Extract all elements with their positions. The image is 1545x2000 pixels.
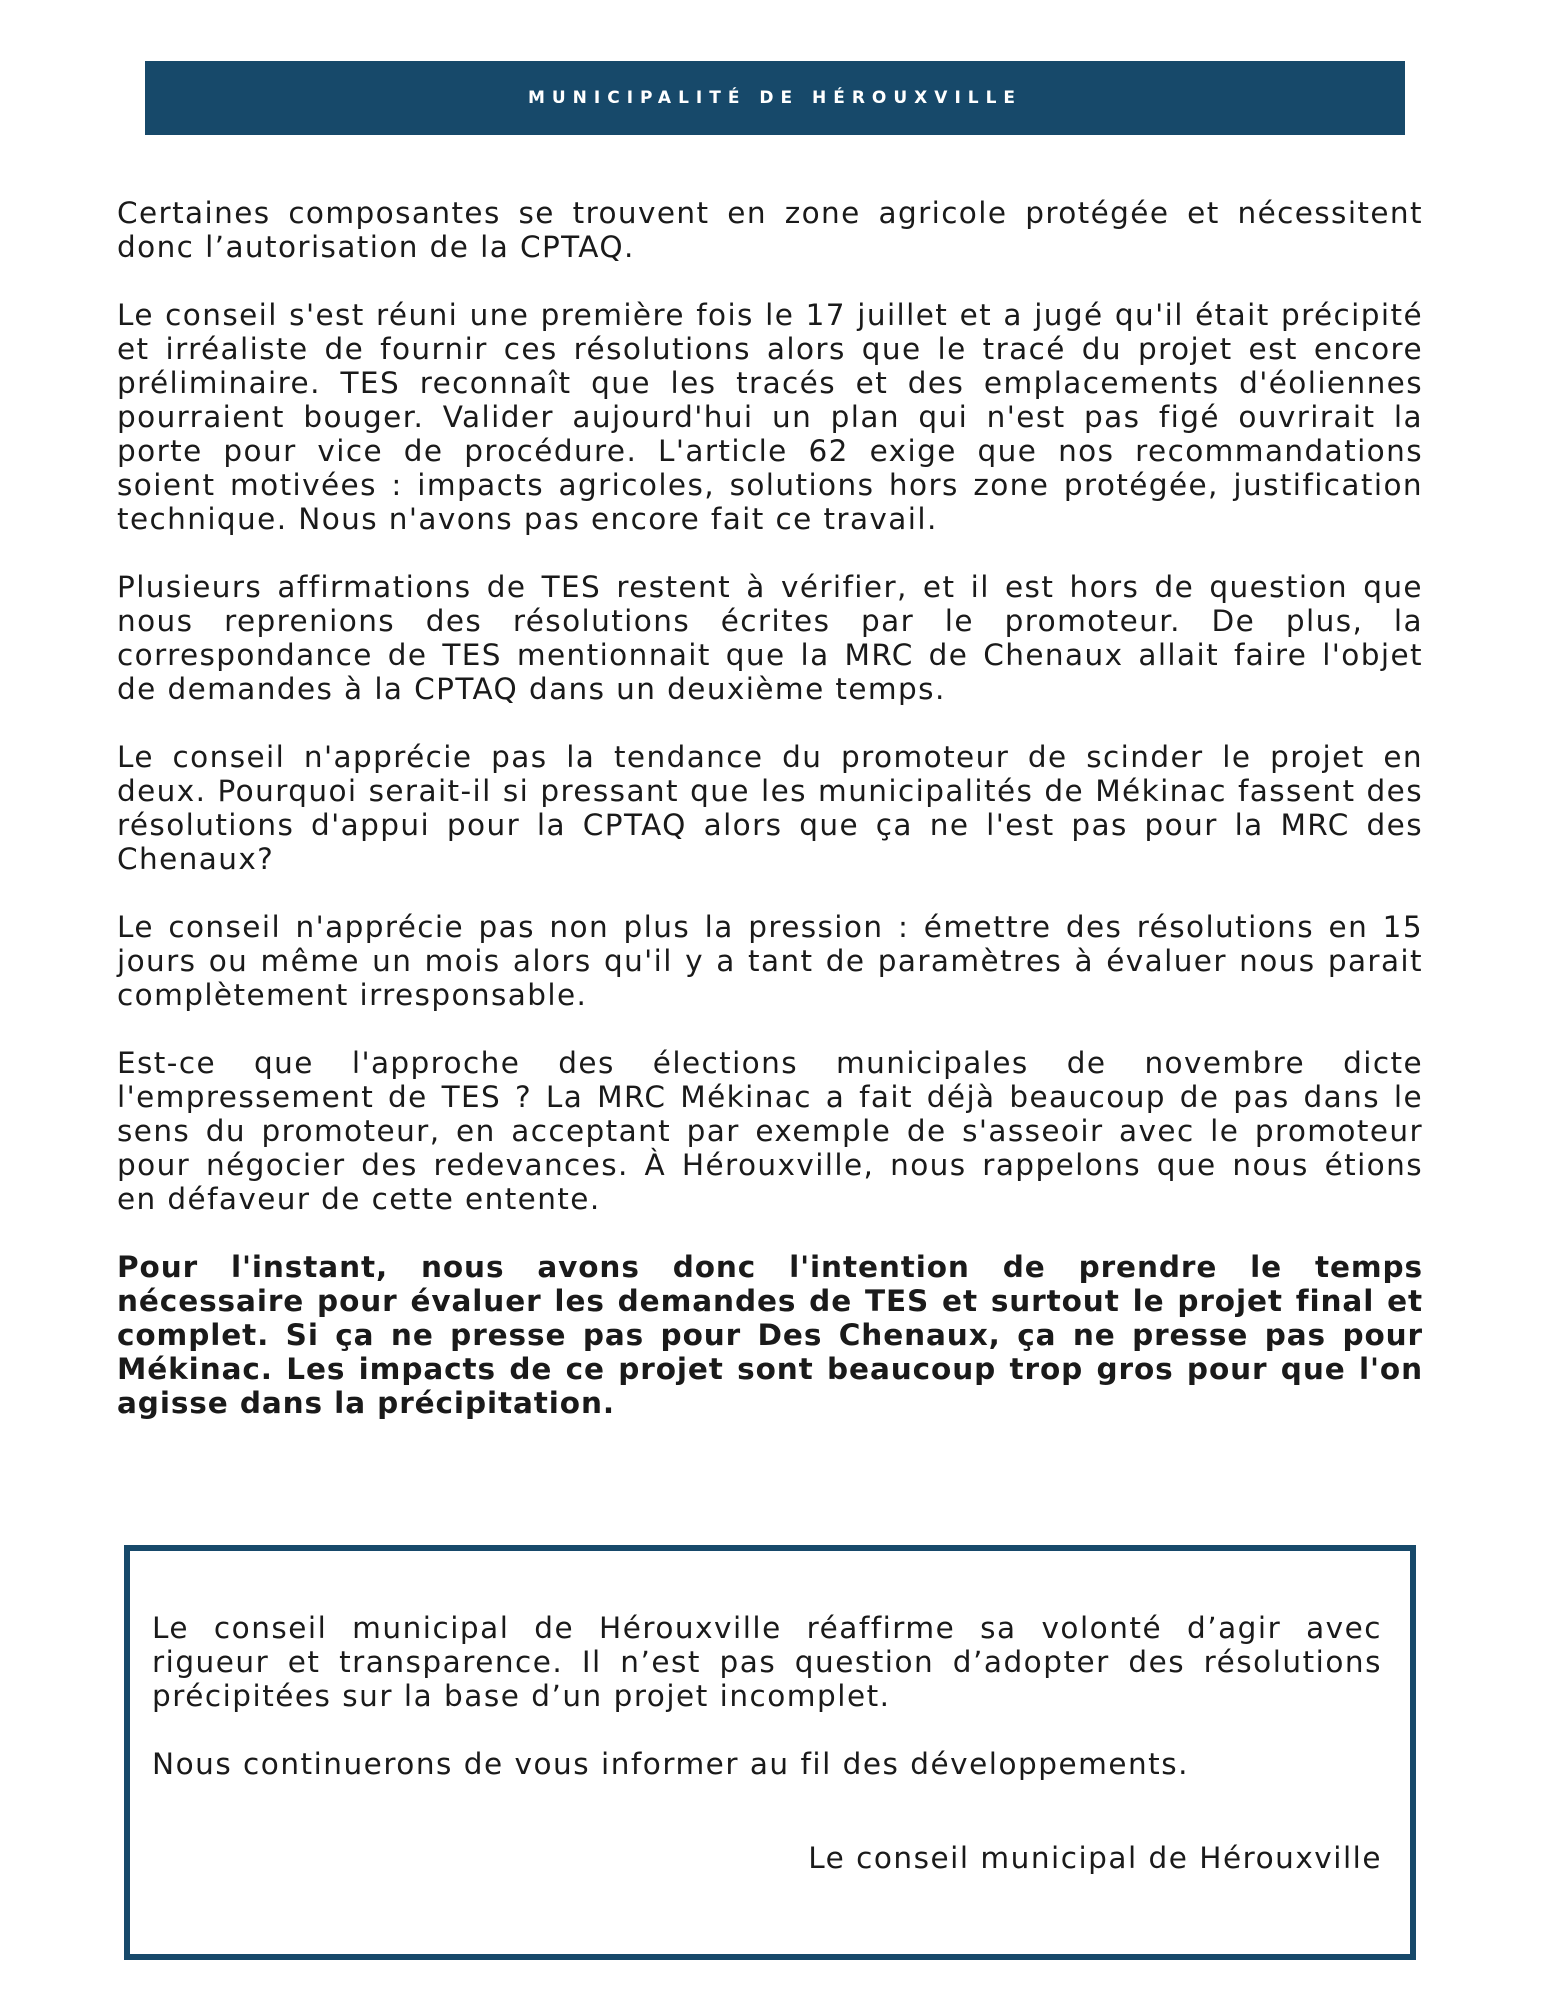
paragraph-cptaq-authorization: Certaines composantes se trouvent en zone agricole protégée et nécessitent donc l’autorisation de la CPTAQ.: [117, 196, 1423, 264]
signature: Le conseil municipal de Hérouxville: [808, 1841, 1382, 1875]
paragraph-pressure: Le conseil n'apprécie pas non plus la pression : émettre des résolutions en 15 jours ou même un mois alors qu'il y a tant de paramètres à évaluer nous parait complètement irresponsable.: [117, 910, 1423, 1012]
closing-statement-box: [124, 1545, 1416, 1960]
closing-paragraph-commitment: Le conseil municipal de Hérouxville réaffirme sa volonté d’agir avec rigueur et transparence. Il n’est pas question d’adopter des résolutions précipitées sur la base d’un projet incomplet.: [152, 1611, 1382, 1713]
closing-paragraph-updates: Nous continuerons de vous informer au fil des développements.: [152, 1747, 1189, 1781]
paragraph-project-split: Le conseil n'apprécie pas la tendance du promoteur de scinder le projet en deux. Pourquoi serait-il si pressant que les municipalités de Mékinac fassent des résolutions d'appui pour la CPTAQ alors que ça ne l'est pas pour la MRC des Chenaux?: [117, 740, 1423, 876]
letter-body: [117, 196, 1423, 1454]
paragraph-council-meeting: Le conseil s'est réuni une première fois le 17 juillet et a jugé qu'il était précipité et irréaliste de fournir ces résolutions alors que le tracé du projet est encore préliminaire. TES reconnaît que les tracés et des emplacements d'éoliennes pourraient bouger. Valider aujourd'hui un plan qui n'est pas figé ouvrirait la porte pour vice de procédure. L'article 62 exige que nos recommandations soient motivées : impacts agricoles, solutions hors zone protégée, justification technique. Nous n'avons pas encore fait ce travail.: [117, 298, 1423, 536]
paragraph-conclusion: Pour l'instant, nous avons donc l'intention de prendre le temps nécessaire pour évaluer les demandes de TES et surtout le projet final et complet. Si ça ne presse pas pour Des Chenaux, ça ne presse pas pour Mékinac. Les impacts de ce projet sont beaucoup trop gros pour que l'on agisse dans la précipitation.: [117, 1250, 1423, 1420]
municipality-title: MUNICIPALITÉ DE HÉROUXVILLE: [527, 88, 1023, 108]
paragraph-tes-claims: Plusieurs affirmations de TES restent à vérifier, et il est hors de question que nous reprenions des résolutions écrites par le promoteur. De plus, la correspondance de TES mentionnait que la MRC de Chenaux allait faire l'objet de demandes à la CPTAQ dans un deuxième temps.: [117, 570, 1423, 706]
header-banner: [145, 61, 1405, 135]
paragraph-elections: Est-ce que l'approche des élections municipales de novembre dicte l'empressement de TES ? La MRC Mékinac a fait déjà beaucoup de pas dans le sens du promoteur, en acceptant par exemple de s'asseoir avec le promoteur pour négocier des redevances. À Hérouxville, nous rappelons que nous étions en défaveur de cette entente.: [117, 1046, 1423, 1216]
